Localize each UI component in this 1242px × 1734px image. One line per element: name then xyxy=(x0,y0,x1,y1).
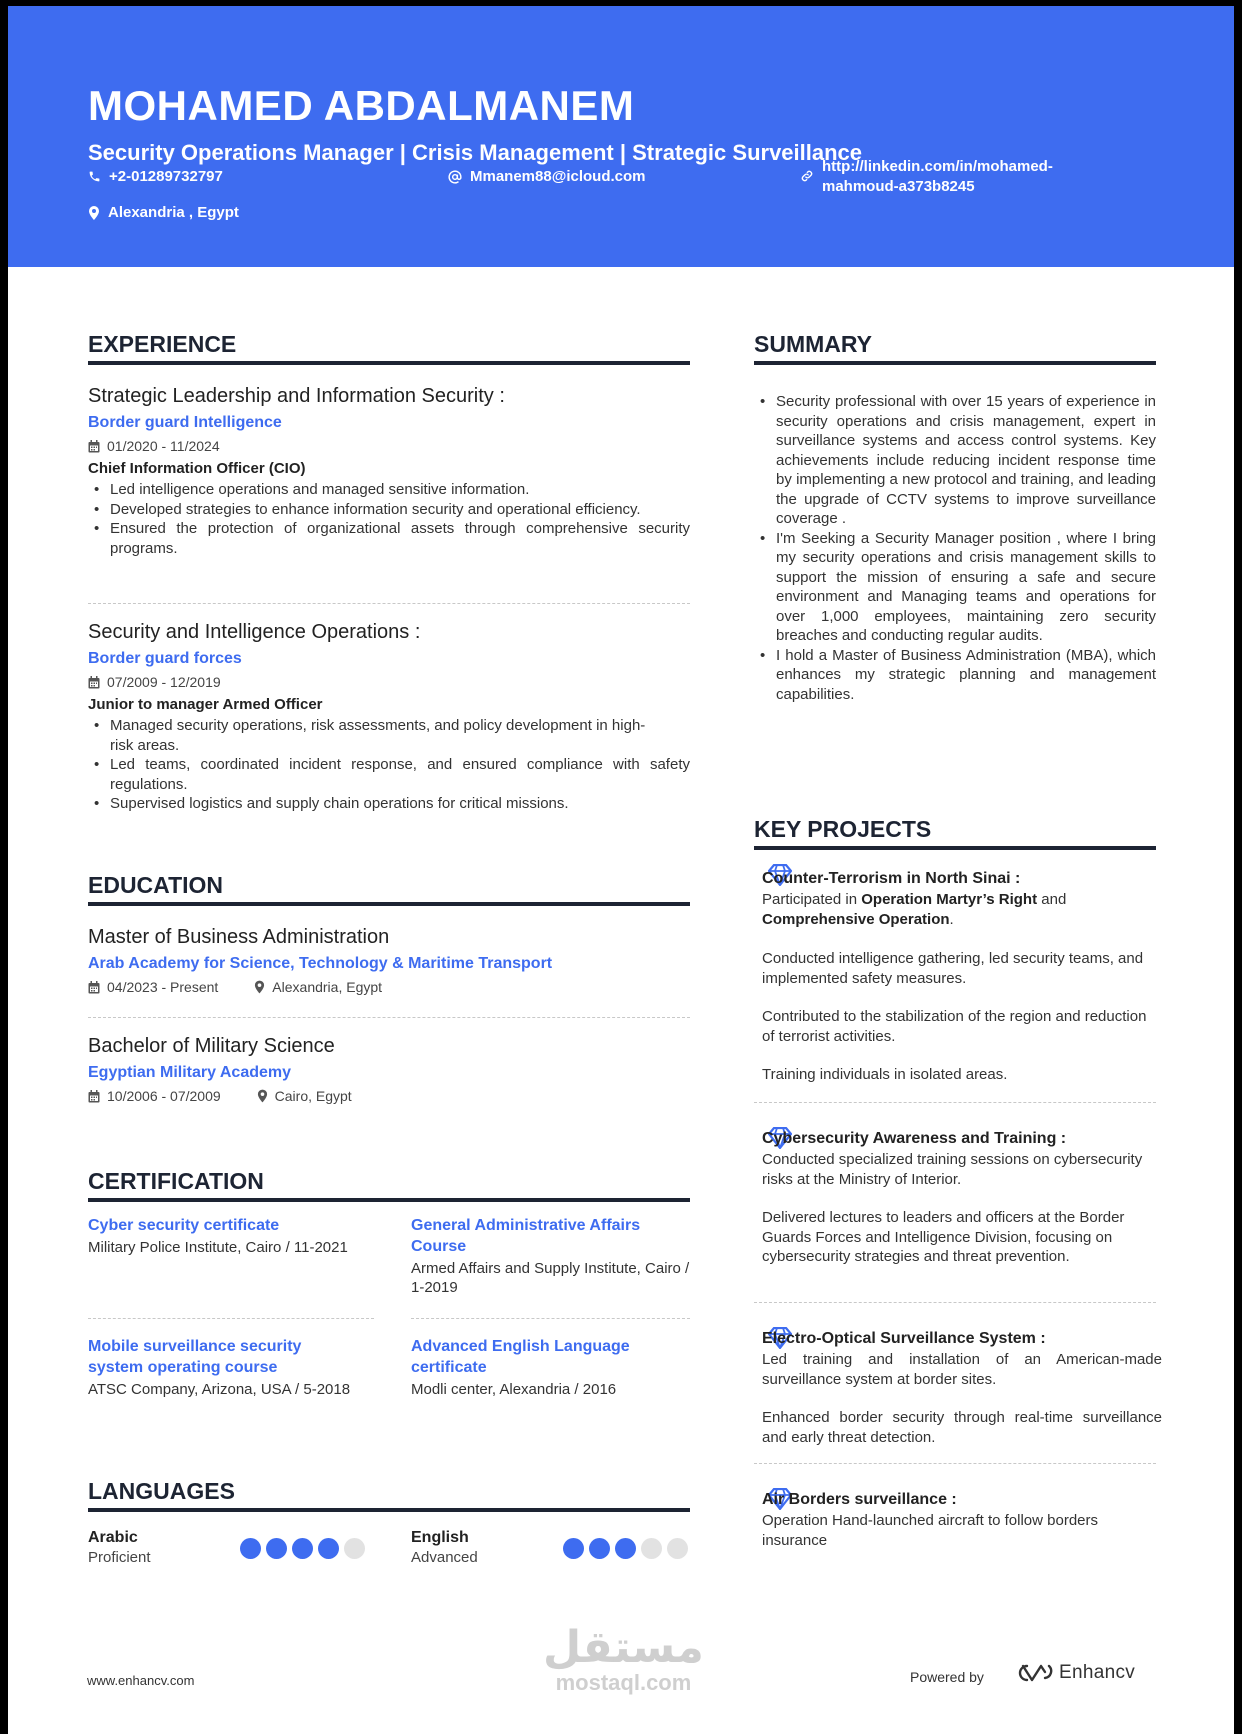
calendar-icon xyxy=(88,676,100,689)
project-item xyxy=(762,1489,1162,1550)
rating-dot-empty xyxy=(344,1538,365,1559)
watermark-arabic: مستقل xyxy=(543,1622,704,1673)
at-icon xyxy=(448,170,462,184)
project-intro xyxy=(762,890,1162,929)
rating-dot-filled xyxy=(292,1538,313,1559)
location-text: Cairo, Egypt xyxy=(274,1088,352,1104)
certificate-item xyxy=(88,1336,358,1399)
project-paragraph: Conducted specialized training sessions on cybersecurity risks at the Ministry of Interior. xyxy=(762,1151,1143,1188)
candidate-headline: Security Operations Manager | Crisis Management | Strategic Surveillance xyxy=(88,140,863,165)
certificate-title[interactable]: Mobile surveillance security system operating course xyxy=(88,1338,302,1376)
rating-dot-filled xyxy=(615,1538,636,1559)
project-paragraph: Conducted intelligence gathering, led security teams, and implemented safety measures. xyxy=(762,950,1144,987)
company-name[interactable]: Border guard Intelligence xyxy=(88,414,282,431)
linkedin-contact[interactable] xyxy=(800,157,1053,197)
experience-heading: EXPERIENCE xyxy=(88,330,690,365)
project-paragraph: Training individuals in isolated areas. xyxy=(762,1066,1008,1083)
experience-item xyxy=(88,619,690,814)
job-bullet: • Led teams, coordinated incident response, and ensured compliance with safety regulations. xyxy=(88,755,690,794)
dates-text: 10/2006 - 07/2009 xyxy=(107,1088,221,1104)
certificate-detail: ATSC Company, Arizona, USA / 5-2018 xyxy=(88,1381,351,1398)
project-paragraph: Enhanced border security through real-time surveillance and early threat detection. xyxy=(762,1409,1162,1446)
project-intro-text: . xyxy=(949,910,954,928)
divider xyxy=(754,1302,1156,1303)
certificate-title[interactable]: Advanced English Language certificate xyxy=(411,1338,630,1376)
linkedin-url-line1: http://linkedin.com/in/mohamed- xyxy=(822,158,1053,175)
job-bullets xyxy=(88,716,690,814)
link-icon xyxy=(800,169,814,183)
divider xyxy=(88,603,690,604)
language-level: Advanced xyxy=(411,1549,478,1566)
project-item xyxy=(762,1128,1162,1267)
certificate-item xyxy=(411,1336,691,1399)
footer-url[interactable]: www.enhancv.com xyxy=(87,1673,195,1688)
language-rating xyxy=(563,1538,688,1559)
job-bullets xyxy=(88,480,690,558)
brand-name: Enhancv xyxy=(1059,1662,1136,1683)
certificate-detail: Military Police Institute, Cairo / 11-2021 xyxy=(88,1239,348,1256)
email-address: Mmanem88@icloud.com xyxy=(470,168,646,185)
job-role: Chief Information Officer (CIO) xyxy=(88,460,306,477)
calendar-icon xyxy=(88,981,100,994)
company-name[interactable]: Border guard forces xyxy=(88,650,242,667)
job-bullet: • Developed strategies to enhance information security and operational efficiency. xyxy=(88,500,690,520)
degree-title: Master of Business Administration xyxy=(88,926,390,948)
job-dates xyxy=(88,671,690,693)
location-text: Alexandria , Egypt xyxy=(108,204,239,221)
divider xyxy=(754,1102,1156,1103)
school-name[interactable]: Arab Academy for Science, Technology & Maritime Transport xyxy=(88,955,553,972)
divider xyxy=(411,1318,690,1319)
powered-by-label: Powered by xyxy=(910,1669,984,1685)
location-text: Alexandria, Egypt xyxy=(272,979,383,995)
enhancv-logo-icon xyxy=(1013,1662,1053,1684)
divider xyxy=(88,1017,690,1018)
language-name: Arabic xyxy=(88,1529,138,1546)
rating-dot-filled xyxy=(589,1538,610,1559)
experience-item xyxy=(88,383,690,558)
location-pin-icon xyxy=(254,980,265,994)
certification-heading: CERTIFICATION xyxy=(88,1167,690,1202)
rating-dot-empty xyxy=(641,1538,662,1559)
phone-number: +2-01289732797 xyxy=(109,168,223,185)
project-paragraph: Delivered lectures to leaders and officers at the Border Guards Forces and Intelligence Division, focusing on cybersecurity strategies and threat prevention. xyxy=(762,1209,1125,1265)
education-heading: EDUCATION xyxy=(88,871,690,906)
education-item xyxy=(88,924,690,998)
certificate-item xyxy=(411,1215,691,1297)
project-item xyxy=(762,1328,1162,1447)
location-pin-icon xyxy=(88,206,100,220)
education-item xyxy=(88,1033,690,1107)
linkedin-url-line2: mahmoud-a373b8245 xyxy=(822,178,975,195)
divider xyxy=(754,1463,1156,1464)
operation-name: Comprehensive Operation xyxy=(762,910,950,928)
project-title: Counter-Terrorism in North Sinai : xyxy=(762,870,1021,887)
rating-dot-empty xyxy=(667,1538,688,1559)
key-projects-heading: KEY PROJECTS xyxy=(754,815,1156,850)
certificate-detail: Armed Affairs and Supply Institute, Cairo / 1-2019 xyxy=(411,1260,690,1296)
watermark xyxy=(543,1624,704,1694)
summary-heading: SUMMARY xyxy=(754,330,1156,365)
summary-bullets xyxy=(754,392,1156,704)
education-meta xyxy=(88,976,690,998)
dates-text: 01/2020 - 11/2024 xyxy=(107,438,220,454)
certificate-title[interactable]: General Administrative Affairs Course xyxy=(411,1217,641,1255)
resume-header xyxy=(8,6,1234,267)
project-title: Air Borders surveillance : xyxy=(762,1491,957,1508)
summary-bullet: • Security professional with over 15 years of experience in security operations and crisis management, expert in surveillance systems and access control systems. Key achievements include reducing incident response time by implementing a new protocol and training, and leading the upgrade of CCTV systems to improve surveillance coverage . xyxy=(754,392,1156,529)
project-intro-text: and xyxy=(1037,891,1067,908)
dates-text: 07/2009 - 12/2019 xyxy=(107,674,221,690)
rating-dot-filled xyxy=(318,1538,339,1559)
rating-dot-filled xyxy=(240,1538,261,1559)
certificate-item xyxy=(88,1215,358,1257)
phone-icon xyxy=(88,170,101,183)
school-name[interactable]: Egyptian Military Academy xyxy=(88,1064,292,1081)
email-contact[interactable] xyxy=(448,167,646,187)
enhancv-logo[interactable] xyxy=(1013,1662,1135,1684)
location-pin-icon xyxy=(257,1089,268,1103)
watermark-domain: mostaql.com xyxy=(555,1670,692,1695)
candidate-name: MOHAMED ABDALMANEM xyxy=(88,82,635,129)
language-level: Proficient xyxy=(88,1549,151,1566)
language-item xyxy=(411,1528,561,1568)
project-paragraph: Contributed to the stabilization of the region and reduction of terrorist activities. xyxy=(762,1008,1147,1045)
divider xyxy=(88,1318,374,1319)
certificate-detail: Modli center, Alexandria / 2016 xyxy=(411,1381,617,1398)
rating-dot-filled xyxy=(563,1538,584,1559)
summary-bullet: • I'm Seeking a Security Manager position , where I bring my security operations and crisis management skills to support the mission of ensuring a safe and secure environment and Managing teams and operations for over 1,000 employees, maintaining zero security breaches and conducting regular audits. xyxy=(754,529,1156,646)
project-item xyxy=(762,868,1162,1085)
project-title: Cybersecurity Awareness and Training : xyxy=(762,1130,1067,1147)
rating-dot-filled xyxy=(266,1538,287,1559)
language-name: English xyxy=(411,1529,469,1546)
project-intro-text: Participated in xyxy=(762,891,862,908)
job-bullet: • Led intelligence operations and managed sensitive information. xyxy=(88,480,690,500)
project-paragraph: Operation Hand-launched aircraft to follow borders insurance xyxy=(762,1512,1099,1549)
education-meta xyxy=(88,1085,690,1107)
project-paragraph: Led training and installation of an American-made surveillance system at border sites. xyxy=(762,1351,1162,1388)
phone-contact[interactable] xyxy=(88,167,223,187)
certificate-title[interactable]: Cyber security certificate xyxy=(88,1217,280,1234)
job-title: Strategic Leadership and Information Security : xyxy=(88,385,505,407)
dates-text: 04/2023 - Present xyxy=(107,979,219,995)
calendar-icon xyxy=(88,440,100,453)
job-bullet: • Managed security operations, risk assessments, and policy development in high-risk areas. xyxy=(88,716,690,755)
resume-page xyxy=(8,6,1234,1734)
job-role: Junior to manager Armed Officer xyxy=(88,696,323,713)
calendar-icon xyxy=(88,1090,100,1103)
operation-name: Operation Martyr’s Right xyxy=(861,891,1038,908)
summary-bullet: • I hold a Master of Business Administration (MBA), which enhances my strategic planning and management capabilities. xyxy=(754,646,1156,705)
job-dates xyxy=(88,435,690,457)
location-contact xyxy=(88,203,239,223)
languages-heading: LANGUAGES xyxy=(88,1477,690,1512)
project-title: Electro-Optical Surveillance System : xyxy=(762,1330,1046,1347)
job-bullet: • Ensured the protection of organizational assets through comprehensive security programs. xyxy=(88,519,690,558)
job-bullet: • Supervised logistics and supply chain operations for critical missions. xyxy=(88,794,690,814)
degree-title: Bachelor of Military Science xyxy=(88,1035,335,1057)
language-rating xyxy=(240,1538,365,1559)
language-item xyxy=(88,1528,238,1568)
job-title: Security and Intelligence Operations : xyxy=(88,621,421,643)
